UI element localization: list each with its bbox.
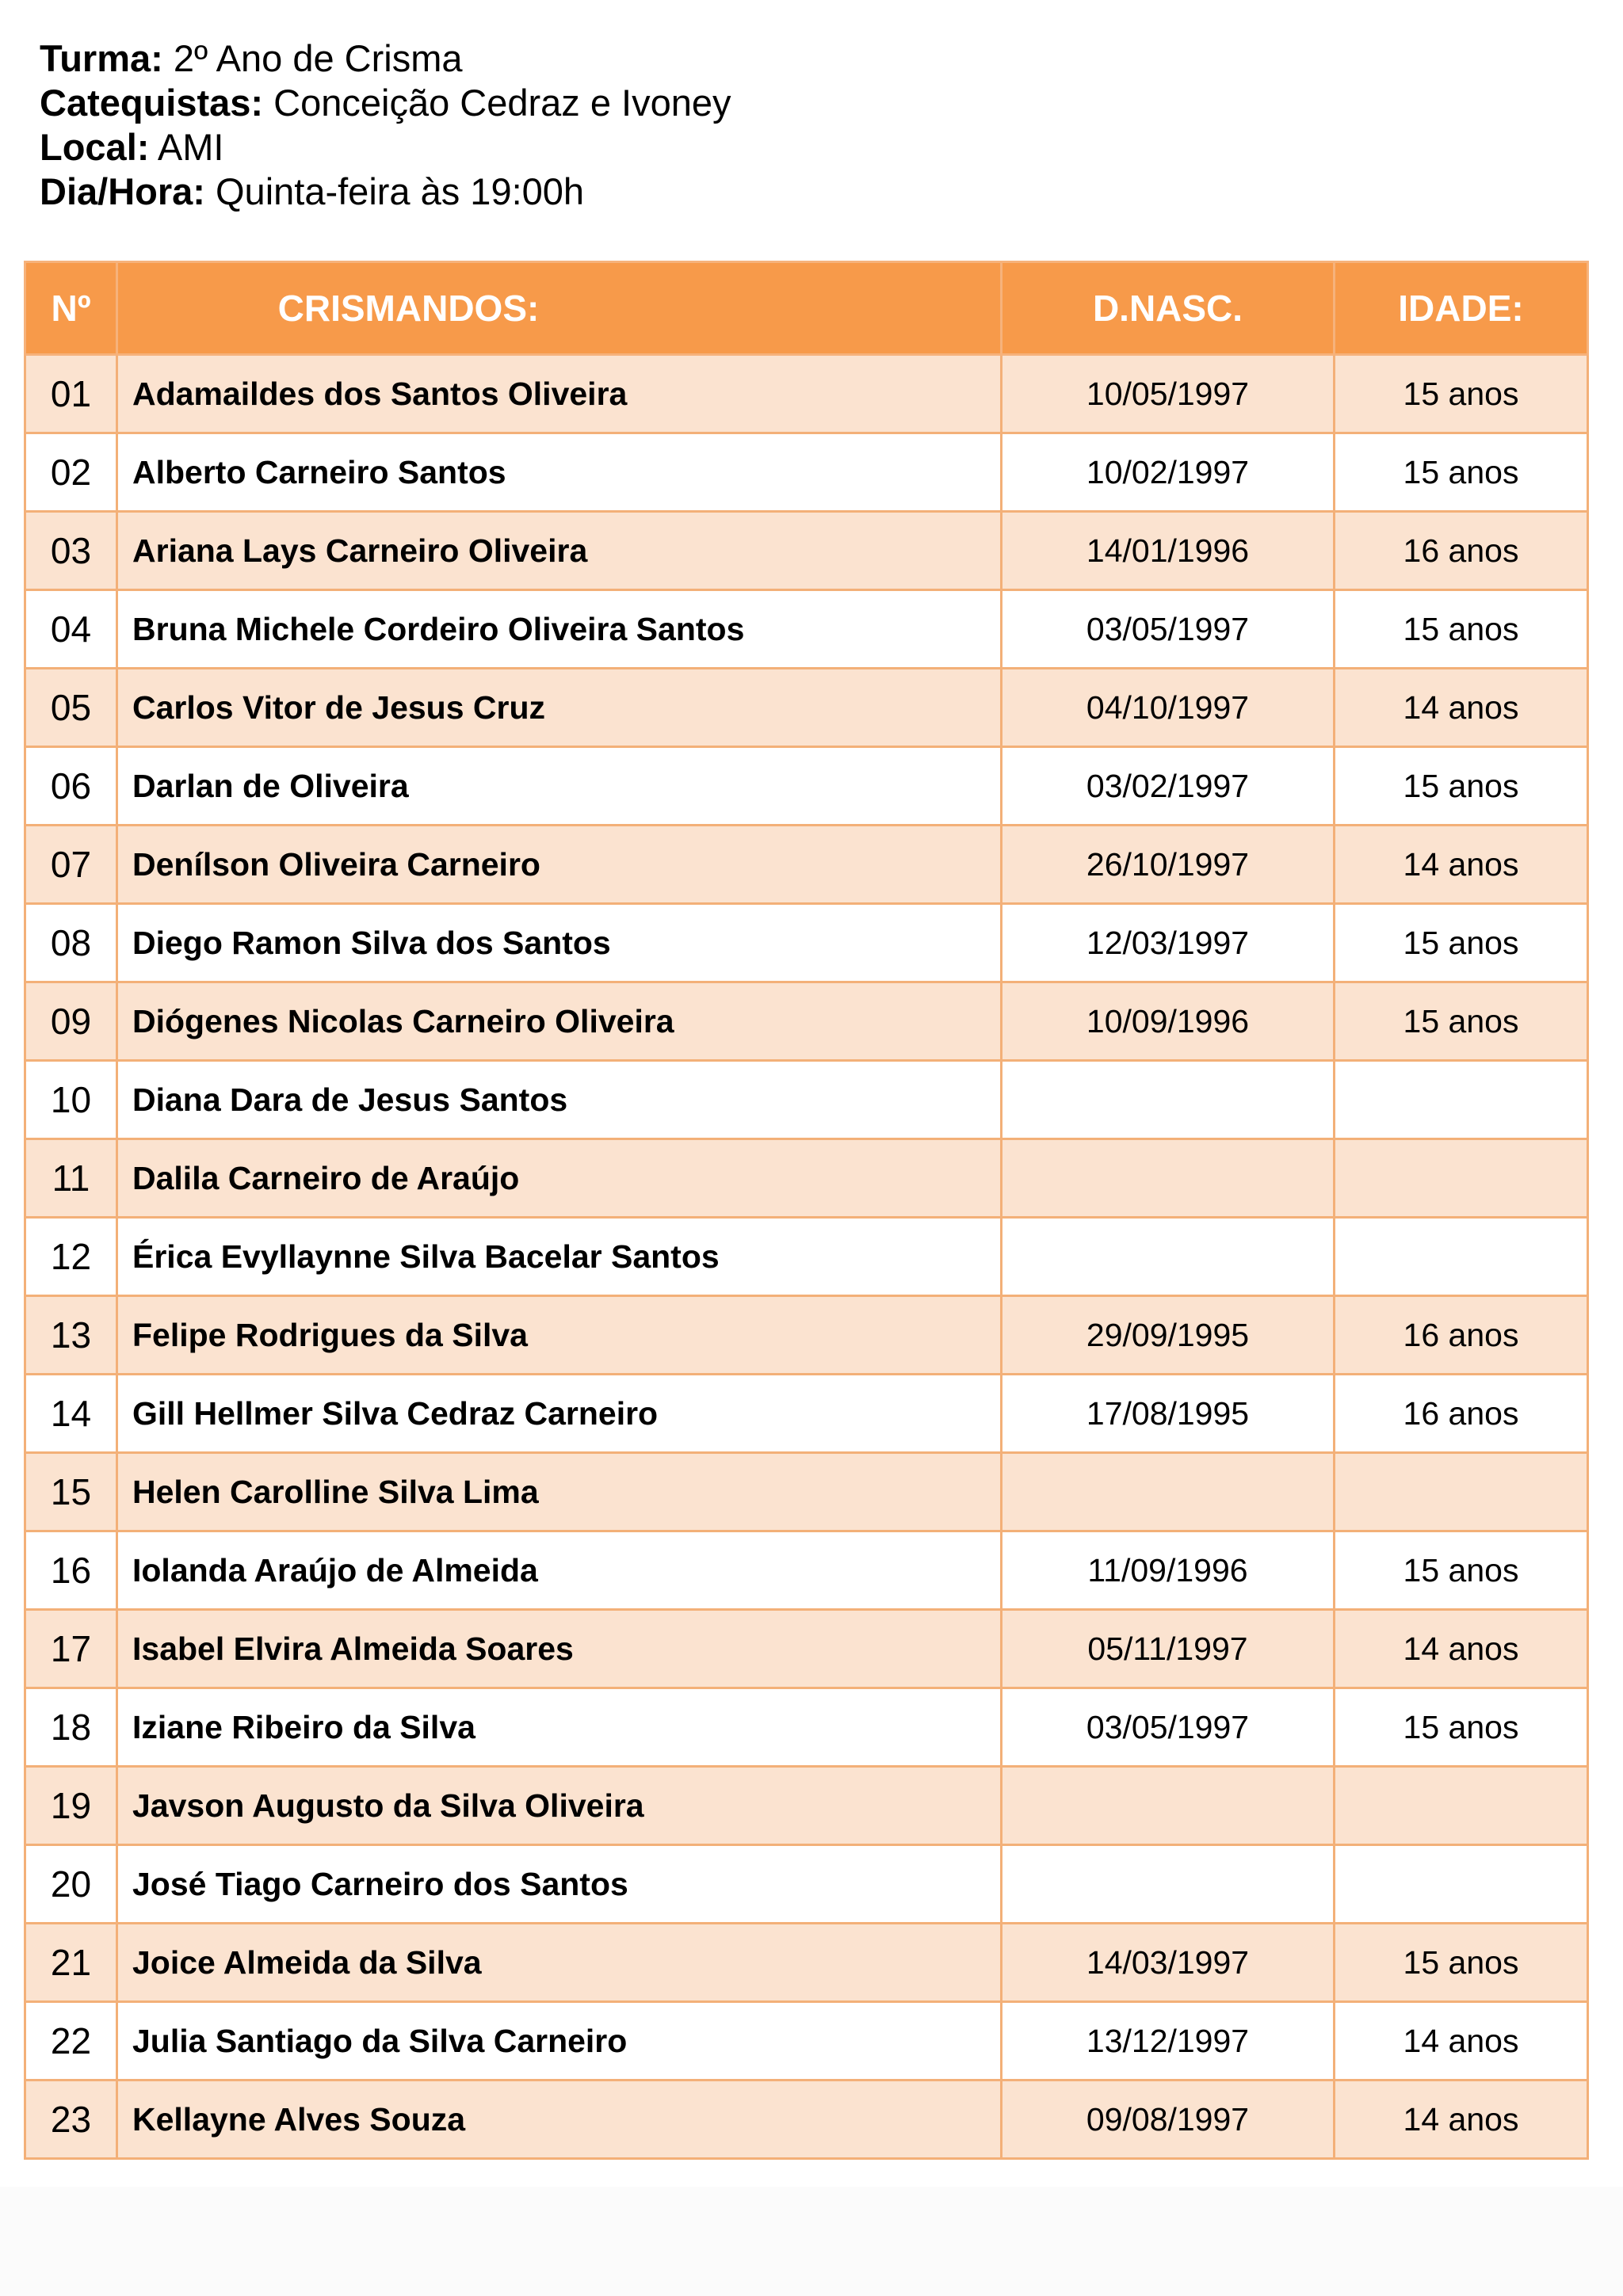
catequistas-line: [40, 81, 731, 125]
student-age: 16 anos: [1335, 1296, 1588, 1375]
row-number: 08: [25, 904, 117, 982]
row-number: 18: [25, 1688, 117, 1767]
row-number: 14: [25, 1375, 117, 1453]
student-name: Gill Hellmer Silva Cedraz Carneiro: [117, 1375, 1002, 1453]
student-name: Helen Carolline Silva Lima: [117, 1453, 1002, 1531]
birth-date: 14/03/1997: [1002, 1924, 1335, 2002]
student-name: Érica Evyllaynne Silva Bacelar Santos: [117, 1218, 1002, 1296]
row-number: 10: [25, 1061, 117, 1139]
row-number: 06: [25, 747, 117, 826]
table-row: [25, 590, 1588, 669]
student-age: 14 anos: [1335, 826, 1588, 904]
birth-date: 14/01/1996: [1002, 512, 1335, 590]
student-name: Bruna Michele Cordeiro Oliveira Santos: [117, 590, 1002, 669]
table-row: [25, 1845, 1588, 1924]
table-header-row: [25, 262, 1588, 355]
turma-label: Turma:: [40, 37, 163, 79]
row-number: 20: [25, 1845, 117, 1924]
row-number: 19: [25, 1767, 117, 1845]
row-number: 11: [25, 1139, 117, 1218]
birth-date: 29/09/1995: [1002, 1296, 1335, 1375]
table-row: [25, 1375, 1588, 1453]
student-name: Denílson Oliveira Carneiro: [117, 826, 1002, 904]
student-age: 15 anos: [1335, 355, 1588, 433]
header-birthdate: D.NASC.: [1002, 262, 1335, 355]
diahora-label: Dia/Hora:: [40, 170, 205, 212]
table-row: [25, 747, 1588, 826]
row-number: 17: [25, 1610, 117, 1688]
student-age: 15 anos: [1335, 433, 1588, 512]
student-name: Alberto Carneiro Santos: [117, 433, 1002, 512]
local-line: [40, 125, 731, 170]
birth-date: 13/12/1997: [1002, 2002, 1335, 2081]
birth-date: 10/02/1997: [1002, 433, 1335, 512]
birth-date: [1002, 1453, 1335, 1531]
student-name: Felipe Rodrigues da Silva: [117, 1296, 1002, 1375]
birth-date: [1002, 1845, 1335, 1924]
class-info: [40, 36, 731, 214]
student-age: [1335, 1453, 1588, 1531]
student-name: José Tiago Carneiro dos Santos: [117, 1845, 1002, 1924]
student-name: Ariana Lays Carneiro Oliveira: [117, 512, 1002, 590]
diahora-line: [40, 170, 731, 214]
row-number: 03: [25, 512, 117, 590]
student-age: 15 anos: [1335, 747, 1588, 826]
birth-date: 12/03/1997: [1002, 904, 1335, 982]
table-row: [25, 904, 1588, 982]
students-table: [24, 261, 1589, 2160]
local-label: Local:: [40, 126, 150, 168]
table-row: [25, 1296, 1588, 1375]
birth-date: [1002, 1061, 1335, 1139]
student-name: Dalila Carneiro de Araújo: [117, 1139, 1002, 1218]
row-number: 02: [25, 433, 117, 512]
table-row: [25, 1218, 1588, 1296]
row-number: 22: [25, 2002, 117, 2081]
local-value: AMI: [149, 126, 224, 168]
row-number: 13: [25, 1296, 117, 1375]
student-age: 15 anos: [1335, 590, 1588, 669]
student-age: 15 anos: [1335, 1531, 1588, 1610]
student-age: 15 anos: [1335, 1688, 1588, 1767]
table-row: [25, 1610, 1588, 1688]
page-bottom-margin: [0, 2187, 1623, 2296]
student-name: Diego Ramon Silva dos Santos: [117, 904, 1002, 982]
table-row: [25, 669, 1588, 747]
table-row: [25, 982, 1588, 1061]
diahora-value: Quinta-feira às 19:00h: [204, 170, 585, 212]
row-number: 01: [25, 355, 117, 433]
student-age: [1335, 1061, 1588, 1139]
students-table-wrapper: [24, 261, 1587, 2160]
birth-date: [1002, 1767, 1335, 1845]
student-age: 16 anos: [1335, 512, 1588, 590]
student-age: [1335, 1767, 1588, 1845]
table-row: [25, 1531, 1588, 1610]
birth-date: 10/05/1997: [1002, 355, 1335, 433]
row-number: 23: [25, 2081, 117, 2159]
birth-date: [1002, 1218, 1335, 1296]
birth-date: 11/09/1996: [1002, 1531, 1335, 1610]
header-age: IDADE:: [1335, 262, 1588, 355]
table-row: [25, 826, 1588, 904]
student-age: 16 anos: [1335, 1375, 1588, 1453]
table-row: [25, 1139, 1588, 1218]
student-name: Iziane Ribeiro da Silva: [117, 1688, 1002, 1767]
student-age: 15 anos: [1335, 904, 1588, 982]
row-number: 09: [25, 982, 117, 1061]
student-age: 14 anos: [1335, 1610, 1588, 1688]
birth-date: 04/10/1997: [1002, 669, 1335, 747]
birth-date: 03/05/1997: [1002, 1688, 1335, 1767]
student-name: Carlos Vitor de Jesus Cruz: [117, 669, 1002, 747]
student-age: [1335, 1139, 1588, 1218]
row-number: 07: [25, 826, 117, 904]
table-row: [25, 1767, 1588, 1845]
turma-value: 2º Ano de Crisma: [162, 37, 463, 79]
birth-date: 05/11/1997: [1002, 1610, 1335, 1688]
row-number: 21: [25, 1924, 117, 2002]
catequistas-value: Conceição Cedraz e Ivoney: [263, 82, 731, 124]
student-age: [1335, 1218, 1588, 1296]
student-name: Diana Dara de Jesus Santos: [117, 1061, 1002, 1139]
student-name: Julia Santiago da Silva Carneiro: [117, 2002, 1002, 2081]
table-row: [25, 512, 1588, 590]
birth-date: 17/08/1995: [1002, 1375, 1335, 1453]
table-row: [25, 1453, 1588, 1531]
header-crismandos: CRISMANDOS:: [117, 262, 1002, 355]
birth-date: 26/10/1997: [1002, 826, 1335, 904]
student-name: Isabel Elvira Almeida Soares: [117, 1610, 1002, 1688]
table-row: [25, 1688, 1588, 1767]
student-age: 14 anos: [1335, 2081, 1588, 2159]
row-number: 16: [25, 1531, 117, 1610]
student-age: 14 anos: [1335, 2002, 1588, 2081]
birth-date: 03/05/1997: [1002, 590, 1335, 669]
header-number: Nº: [25, 262, 117, 355]
student-name: Darlan de Oliveira: [117, 747, 1002, 826]
table-row: [25, 2081, 1588, 2159]
table-row: [25, 1061, 1588, 1139]
student-age: [1335, 1845, 1588, 1924]
row-number: 15: [25, 1453, 117, 1531]
student-name: Javson Augusto da Silva Oliveira: [117, 1767, 1002, 1845]
catequistas-label: Catequistas:: [40, 82, 264, 124]
table-row: [25, 355, 1588, 433]
birth-date: 09/08/1997: [1002, 2081, 1335, 2159]
birth-date: 03/02/1997: [1002, 747, 1335, 826]
row-number: 12: [25, 1218, 117, 1296]
table-row: [25, 1924, 1588, 2002]
student-name: Diógenes Nicolas Carneiro Oliveira: [117, 982, 1002, 1061]
turma-line: [40, 36, 731, 81]
birth-date: [1002, 1139, 1335, 1218]
row-number: 05: [25, 669, 117, 747]
table-body: [25, 355, 1588, 2159]
table-row: [25, 2002, 1588, 2081]
row-number: 04: [25, 590, 117, 669]
student-name: Kellayne Alves Souza: [117, 2081, 1002, 2159]
student-name: Adamaildes dos Santos Oliveira: [117, 355, 1002, 433]
student-name: Joice Almeida da Silva: [117, 1924, 1002, 2002]
student-age: 14 anos: [1335, 669, 1588, 747]
student-age: 15 anos: [1335, 982, 1588, 1061]
student-age: 15 anos: [1335, 1924, 1588, 2002]
table-row: [25, 433, 1588, 512]
student-name: Iolanda Araújo de Almeida: [117, 1531, 1002, 1610]
birth-date: 10/09/1996: [1002, 982, 1335, 1061]
